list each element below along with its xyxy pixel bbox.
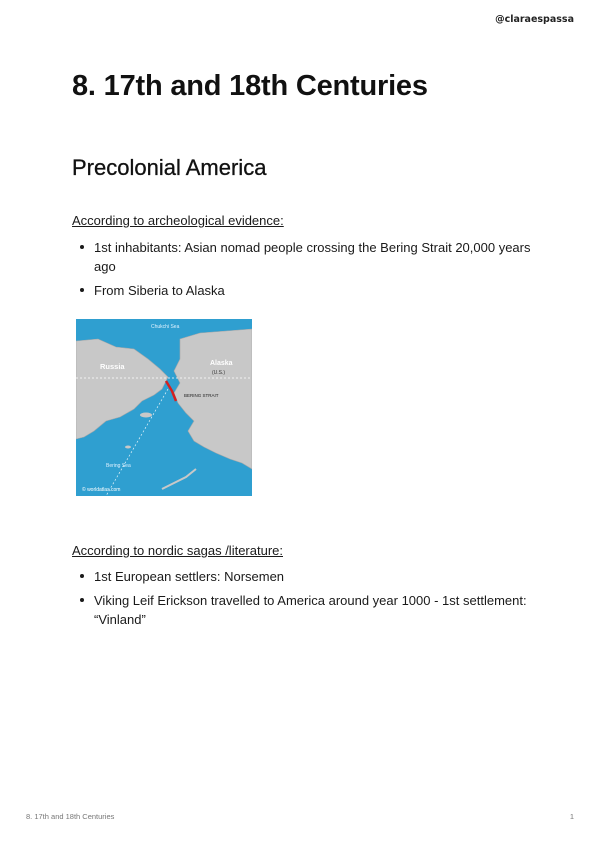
archeological-evidence-list [80, 238, 535, 305]
bullet-dot-icon [80, 288, 84, 292]
list-item-text: 1st European settlers: Norsemen [94, 569, 285, 584]
map-label-strait: BERING STRAIT [184, 393, 219, 398]
st-lawrence-island [140, 413, 152, 418]
list-item-text: 1st inhabitants: Asian nomad people crossing the Bering Strait 20,000 years ago [94, 240, 531, 274]
section-title: Precolonial America [72, 155, 267, 180]
page-number: 1 [569, 812, 574, 821]
map-label-russia: Russia [100, 362, 125, 371]
list-item-text: Viking Leif Erickson travelled to America around year 1000 - 1st settlement: “Vinland” [94, 593, 527, 627]
footer-title: 8. 17th and 18th Centuries [26, 812, 115, 821]
list-item-text: From Siberia to Alaska [94, 283, 225, 298]
bullet-dot-icon [80, 598, 84, 602]
page-title: 8. 17th and 18th Centuries [72, 70, 428, 102]
list-item [80, 238, 535, 276]
map-credit: © worldatlas.com [82, 487, 121, 493]
bullet-dot-icon [80, 245, 84, 249]
map-label-usa: (U.S.) [212, 370, 226, 376]
list-item [80, 567, 535, 586]
nordic-sagas-list [80, 567, 535, 634]
map-label-sea-top: Chukchi Sea [151, 324, 180, 330]
list-item [80, 281, 535, 300]
map-graphic [76, 319, 252, 496]
bullet-dot-icon [80, 574, 84, 578]
author-watermark: @claraespassa [495, 14, 574, 25]
archeological-evidence-heading: According to archeological evidence: [72, 213, 284, 228]
map-label-alaska: Alaska [210, 360, 233, 367]
island-shape [125, 446, 131, 449]
nordic-sagas-heading: According to nordic sagas /literature: [72, 543, 283, 558]
list-item [80, 591, 535, 629]
bering-strait-map [76, 319, 252, 496]
map-label-sea-bottom: Bering Sea [106, 463, 131, 469]
